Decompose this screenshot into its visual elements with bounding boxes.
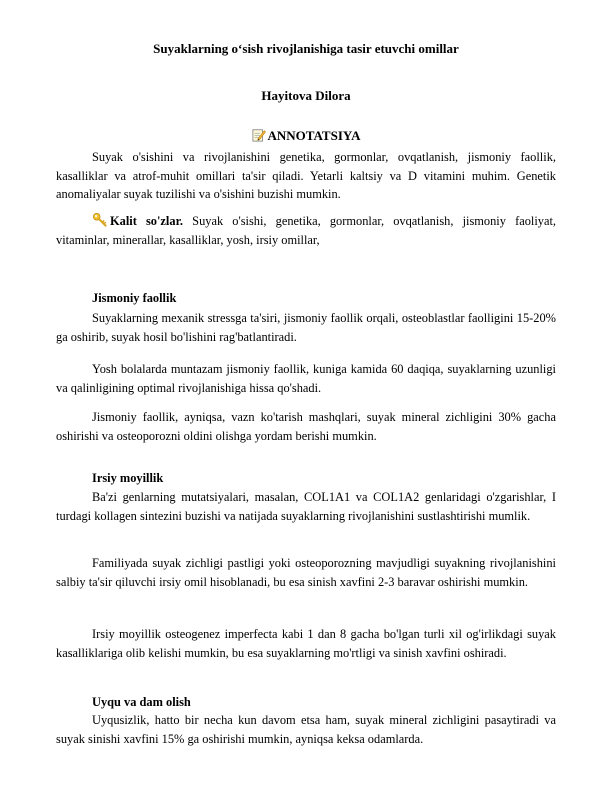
section-heading-heredity: Irsiy moyillik — [92, 471, 164, 485]
annotation-heading — [0, 128, 612, 144]
paper-title: Suyaklarning o‘sish rivojlanishiga tasir etuvchi omillar — [153, 41, 459, 56]
annotation-heading-text: ANNOTATSIYA — [267, 128, 361, 143]
keywords-text: Suyak o'sishi, genetika, gormonlar, ovqatlanish, jismoniy faoliyat, vitaminlar, minerallar, kasalliklar, yosh, irsiy omillar, — [56, 214, 557, 247]
section-heading-sleep-rest: Uyqu va dam olish — [92, 695, 191, 709]
section-paragraph: Jismoniy faollik, ayniqsa, vazn ko'tarish mashqlari, suyak mineral zichligini 30% gacha oshirishi va osteoporozni oldini olishga yordam berishi mumkin. — [56, 410, 556, 443]
section-paragraph: Familiyada suyak zichligi pastligi yoki osteoporozning mavjudligi suyakning rivojlanishini salbiy ta'sir qiluvchi irsiy omil hisoblanadi, bu esa sinish xavfini 2-3 baravar oshirishi mumkin. — [56, 556, 556, 589]
memo-icon — [252, 128, 266, 142]
section-paragraph: Suyaklarning mexanik stressga ta'siri, jismoniy faollik orqali, osteoblastlar faolligini 15-20% ga oshirib, suyak hosil bo'lishini rag'batlantiradi. — [56, 311, 556, 344]
section-paragraph: Irsiy moyillik osteogenez imperfecta kabi 1 dan 8 gacha bo'lgan turli xil og'irlikdagi suyak kasalliklariga olib kelishi mumkin, bu esa suyaklarning mo'rtligi va sinish xavfini oshiradi. — [56, 627, 556, 660]
keywords-label: Kalit so'zlar. — [110, 214, 184, 228]
section-paragraph: Ba'zi genlarning mutatsiyalari, masalan, COL1A1 va COL1A2 genlaridagi o'zgarishlar, I turdagi kollagen sintezini buzishi va natijada suyaklarning rivojlanishini sustlashtirishi mumlik. — [56, 490, 556, 523]
annotation-paragraph: Suyak o'sishini va rivojlanishini genetika, gormonlar, ovqatlanish, jismoniy faollik, kasalliklar va atrof-muhit omillari ta'sir qiladi. Yetarli kaltsiy va D vitamini muhim. Genetik anomaliyalar suyak tuzilishi va o'sishini buzishi mumkin. — [56, 150, 556, 201]
keywords-paragraph — [56, 212, 556, 249]
key-icon — [92, 212, 107, 227]
section-paragraph: Yosh bolalarda muntazam jismoniy faollik, kuniga kamida 60 daqiqa, suyaklarning uzunligi va qalinligining optimal rivojlanishiga hissa qo'shadi. — [56, 362, 556, 395]
section-heading-physical-activity: Jismoniy faollik — [92, 291, 177, 305]
section-paragraph: Uyqusizlik, hatto bir necha kun davom etsa ham, suyak mineral zichligini pasaytiradi va suyak sinishi xavfini 15% ga oshirishi mumkin, ayniqsa keksa odamlarda. — [56, 713, 556, 746]
author-name: Hayitova Dilora — [261, 88, 351, 103]
